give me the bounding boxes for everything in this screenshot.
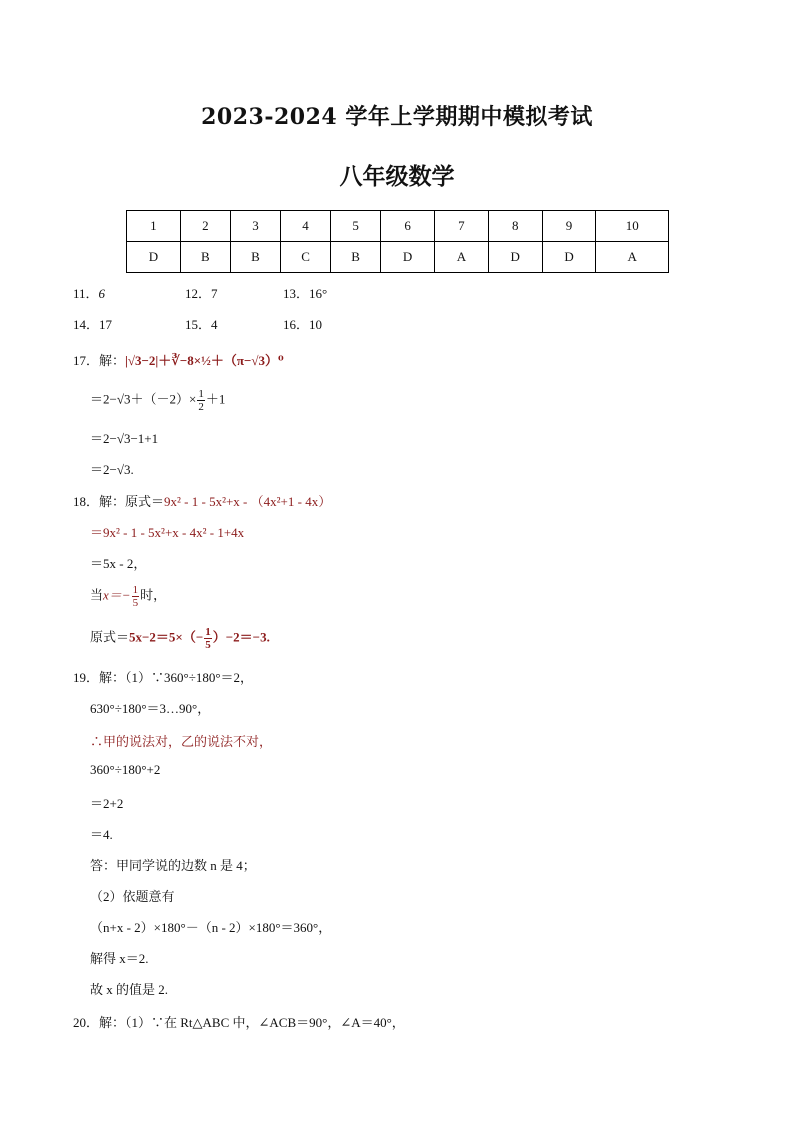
answer-16 [283,314,322,333]
table-cell: 10 [596,211,669,242]
fraction [204,626,212,651]
question-label: 17．解： [73,353,126,368]
q17-line-2 [90,388,225,413]
q19-line-7: 答：甲同学说的边数 n 是 4； [90,858,256,873]
fraction [197,388,205,413]
answer-value: 4 [211,317,218,332]
answer-value: 17 [99,317,113,332]
numerator: 1 [132,584,139,596]
q19-line-9: （n+x - 2）×180°－（n - 2）×180°＝360°， [90,920,332,935]
table-cell: D [381,242,435,273]
math-expression: 9x² - 1 - 5x²+x - （4x²+1 - 4x） [164,494,332,509]
q19-line-1: 19．解：（1）∵360°÷180°＝2， [73,670,254,685]
table-cell: 3 [230,211,280,242]
table-cell: D [127,242,181,273]
denominator: 2 [198,401,204,413]
question-number: 14． [73,317,100,332]
q19-line-4: 360°÷180°+2 [90,762,161,777]
q17-line-4: ＝2−√3. [90,462,134,477]
q18-line-2: ＝9x² - 1 - 5x²+x - 4x² - 1+4x [90,525,245,540]
table-cell: 5 [331,211,381,242]
answer-value: 10 [309,317,323,332]
question-number: 15． [185,317,212,332]
answer-11 [73,283,105,302]
answer-14 [73,314,112,333]
numerator: 1 [205,626,211,638]
answer-table [126,210,669,273]
answer-value: 6 [98,286,106,301]
q19-line-3: ∴甲的说法对，乙的说法不对， [90,734,273,749]
table-cell: D [542,242,596,273]
table-cell: 4 [281,211,331,242]
table-cell: 1 [127,211,181,242]
fraction [132,584,140,609]
page-title: 2023-2024 学年上学期期中模拟考试 [201,104,593,130]
numerator: 1 [198,388,204,400]
question-number: 16． [283,317,310,332]
table-cell: A [435,242,489,273]
question-number: 11． [73,286,99,301]
math-expression: x＝− [103,587,131,603]
table-cell: C [281,242,331,273]
text: 原式＝ [90,629,130,645]
question-number: 13． [283,286,310,301]
q18-line-1 [73,491,331,510]
table-cell: B [331,242,381,273]
table-cell: B [180,242,230,273]
answer-value: 7 [211,286,218,301]
answer-12 [185,283,218,302]
q18-line-5 [90,626,270,651]
q19-line-5: ＝2+2 [90,796,124,811]
question-label: 18．解：原式＝ [73,494,165,509]
answer-table-answers-row [127,242,669,273]
math-expression: ＋1 [205,391,226,407]
q19-line-2: 630°÷180°＝3…90°， [90,701,211,716]
q17-line-1 [73,350,284,369]
math-expression: ）−2＝−3. [212,629,270,645]
table-cell: 6 [381,211,435,242]
math-expression: |√3−2|＋∛−8×½＋（π−√3）⁰ [125,353,284,368]
q18-line-3: ＝5x - 2， [90,556,147,571]
table-cell: B [230,242,280,273]
q19-line-11: 故 x 的值是 2. [90,982,169,997]
answer-value: 16° [309,286,328,301]
q19-line-8: （2）依题意有 [90,889,175,904]
math-expression: ＝2−√3＋（－2）× [90,391,197,407]
page-subtitle: 八年级数学 [339,163,455,190]
table-cell: 8 [488,211,542,242]
q20-line-1: 20．解：（1）∵在 Rt△ABC 中，∠ACB＝90°，∠A＝40°， [73,1015,405,1030]
denominator: 5 [132,597,139,609]
table-cell: 7 [435,211,489,242]
q19-line-10: 解得 x＝2. [90,951,149,966]
answer-table-numbers-row [127,211,669,242]
answer-13 [283,283,327,302]
denominator: 5 [205,639,211,651]
q19-line-6: ＝4. [90,827,113,842]
answer-15 [185,314,218,333]
table-cell: 2 [180,211,230,242]
q18-line-4 [90,584,166,609]
text: 当 [90,587,104,603]
question-number: 12． [185,286,212,301]
table-cell: A [596,242,669,273]
q17-line-3: ＝2−√3−1+1 [90,431,159,446]
math-expression: 5x−2＝5×（− [129,629,204,645]
table-cell: D [488,242,542,273]
table-cell: 9 [542,211,596,242]
text: 时， [140,587,167,603]
